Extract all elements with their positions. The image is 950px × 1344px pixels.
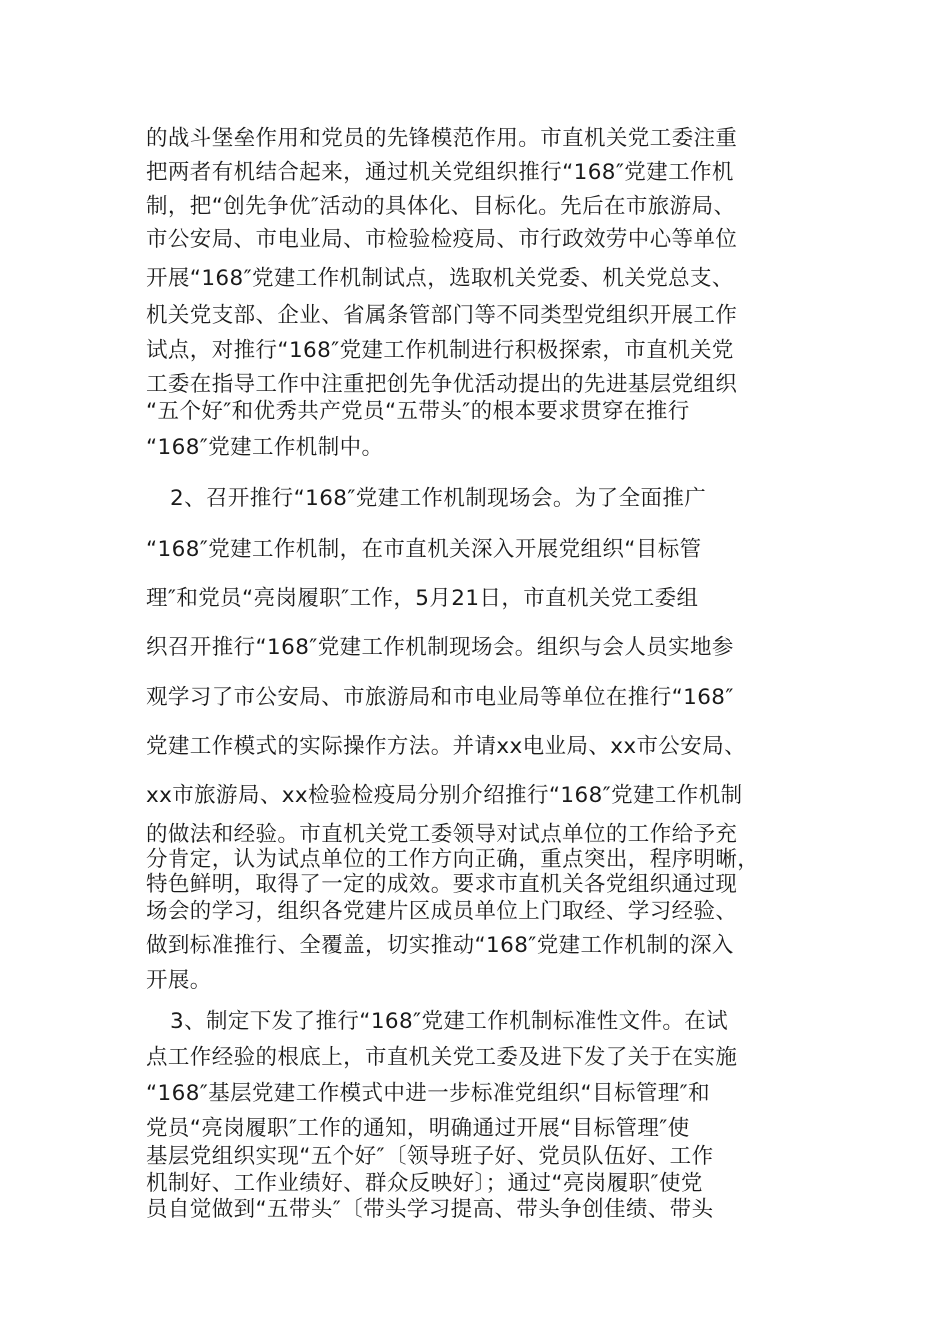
text-line: 2、召开推行“168″党建工作机制现场会。为了全面推广: [170, 486, 707, 511]
text-line: “168″党建工作机制，在市直机关深入开展党组织“目标管: [146, 537, 702, 562]
text-line: “五个好″和优秀共产党员“五带头″的根本要求贯穿在推行: [146, 399, 690, 424]
text-line: 3、制定下发了推行“168″党建工作机制标准性文件。在试: [170, 1009, 729, 1034]
text-line: 点工作经验的根底上，市直机关党工委及进下发了关于在实施: [146, 1045, 738, 1070]
text-line: “168″党建工作机制中。: [146, 435, 384, 460]
text-line: 织召开推行“168″党建工作机制现场会。组织与会人员实地参: [146, 635, 734, 660]
text-line: 试点，对推行“168″党建工作机制进行积极探索，市直机关党: [146, 338, 734, 363]
text-line: 机制好、工作业绩好、群众反映好〕；通过“亮岗履职″使党: [146, 1171, 703, 1196]
text-line: xx市旅游局、xx检验检疫局分别介绍推行“168″党建工作机制: [146, 783, 743, 808]
text-line: 员自觉做到“五带头″〔带头学习提高、带头争创佳绩、带头: [146, 1197, 714, 1222]
text-line: 观学习了市公安局、市旅游局和市电业局等单位在推行“168″: [146, 685, 734, 710]
text-line: “168″基层党建工作模式中进一步标准党组织“目标管理″和: [146, 1081, 710, 1106]
text-line: 把两者有机结合起来，通过机关党组织推行“168″党建工作机: [146, 160, 734, 185]
text-line: 做到标准推行、全覆盖，切实推动“168″党建工作机制的深入: [146, 933, 734, 958]
text-line: 的战斗堡垒作用和党员的先锋模范作用。市直机关党工委注重: [146, 126, 738, 151]
text-line: 制，把“创先争优″活动的具体化、目标化。先后在市旅游局、: [146, 194, 736, 219]
text-line: 分肯定，认为试点单位的工作方向正确，重点突出，程序明晰，: [146, 847, 760, 872]
text-line: 开展“168″党建工作机制试点，选取机关党委、机关党总支、: [146, 266, 734, 291]
text-line: 党建工作模式的实际操作方法。并请xx电业局、xx市公安局、: [146, 734, 746, 759]
text-line: 市公安局、市电业局、市检验检疫局、市行政效劳中心等单位: [146, 227, 738, 252]
text-line: 基层党组织实现“五个好″〔领导班子好、党员队伍好、工作: [146, 1144, 714, 1169]
text-line: 开展。: [146, 968, 212, 993]
text-line: 特色鲜明，取得了一定的成效。要求市直机关各党组织通过现: [146, 872, 738, 897]
text-line: 党员“亮岗履职″工作的通知，明确通过开展“目标管理″使: [146, 1116, 690, 1141]
text-line: 机关党支部、企业、省属条管部门等不同类型党组织开展工作: [146, 303, 738, 328]
text-line: 场会的学习，组织各党建片区成员单位上门取经、学习经验、: [146, 899, 738, 924]
text-line: 工委在指导工作中注重把创先争优活动提出的先进基层党组织: [146, 372, 738, 397]
text-line: 理″和党员“亮岗履职″工作，5月21日，市直机关党工委组: [146, 586, 699, 611]
text-line: 的做法和经验。市直机关党工委领导对试点单位的工作给予充: [146, 822, 738, 847]
